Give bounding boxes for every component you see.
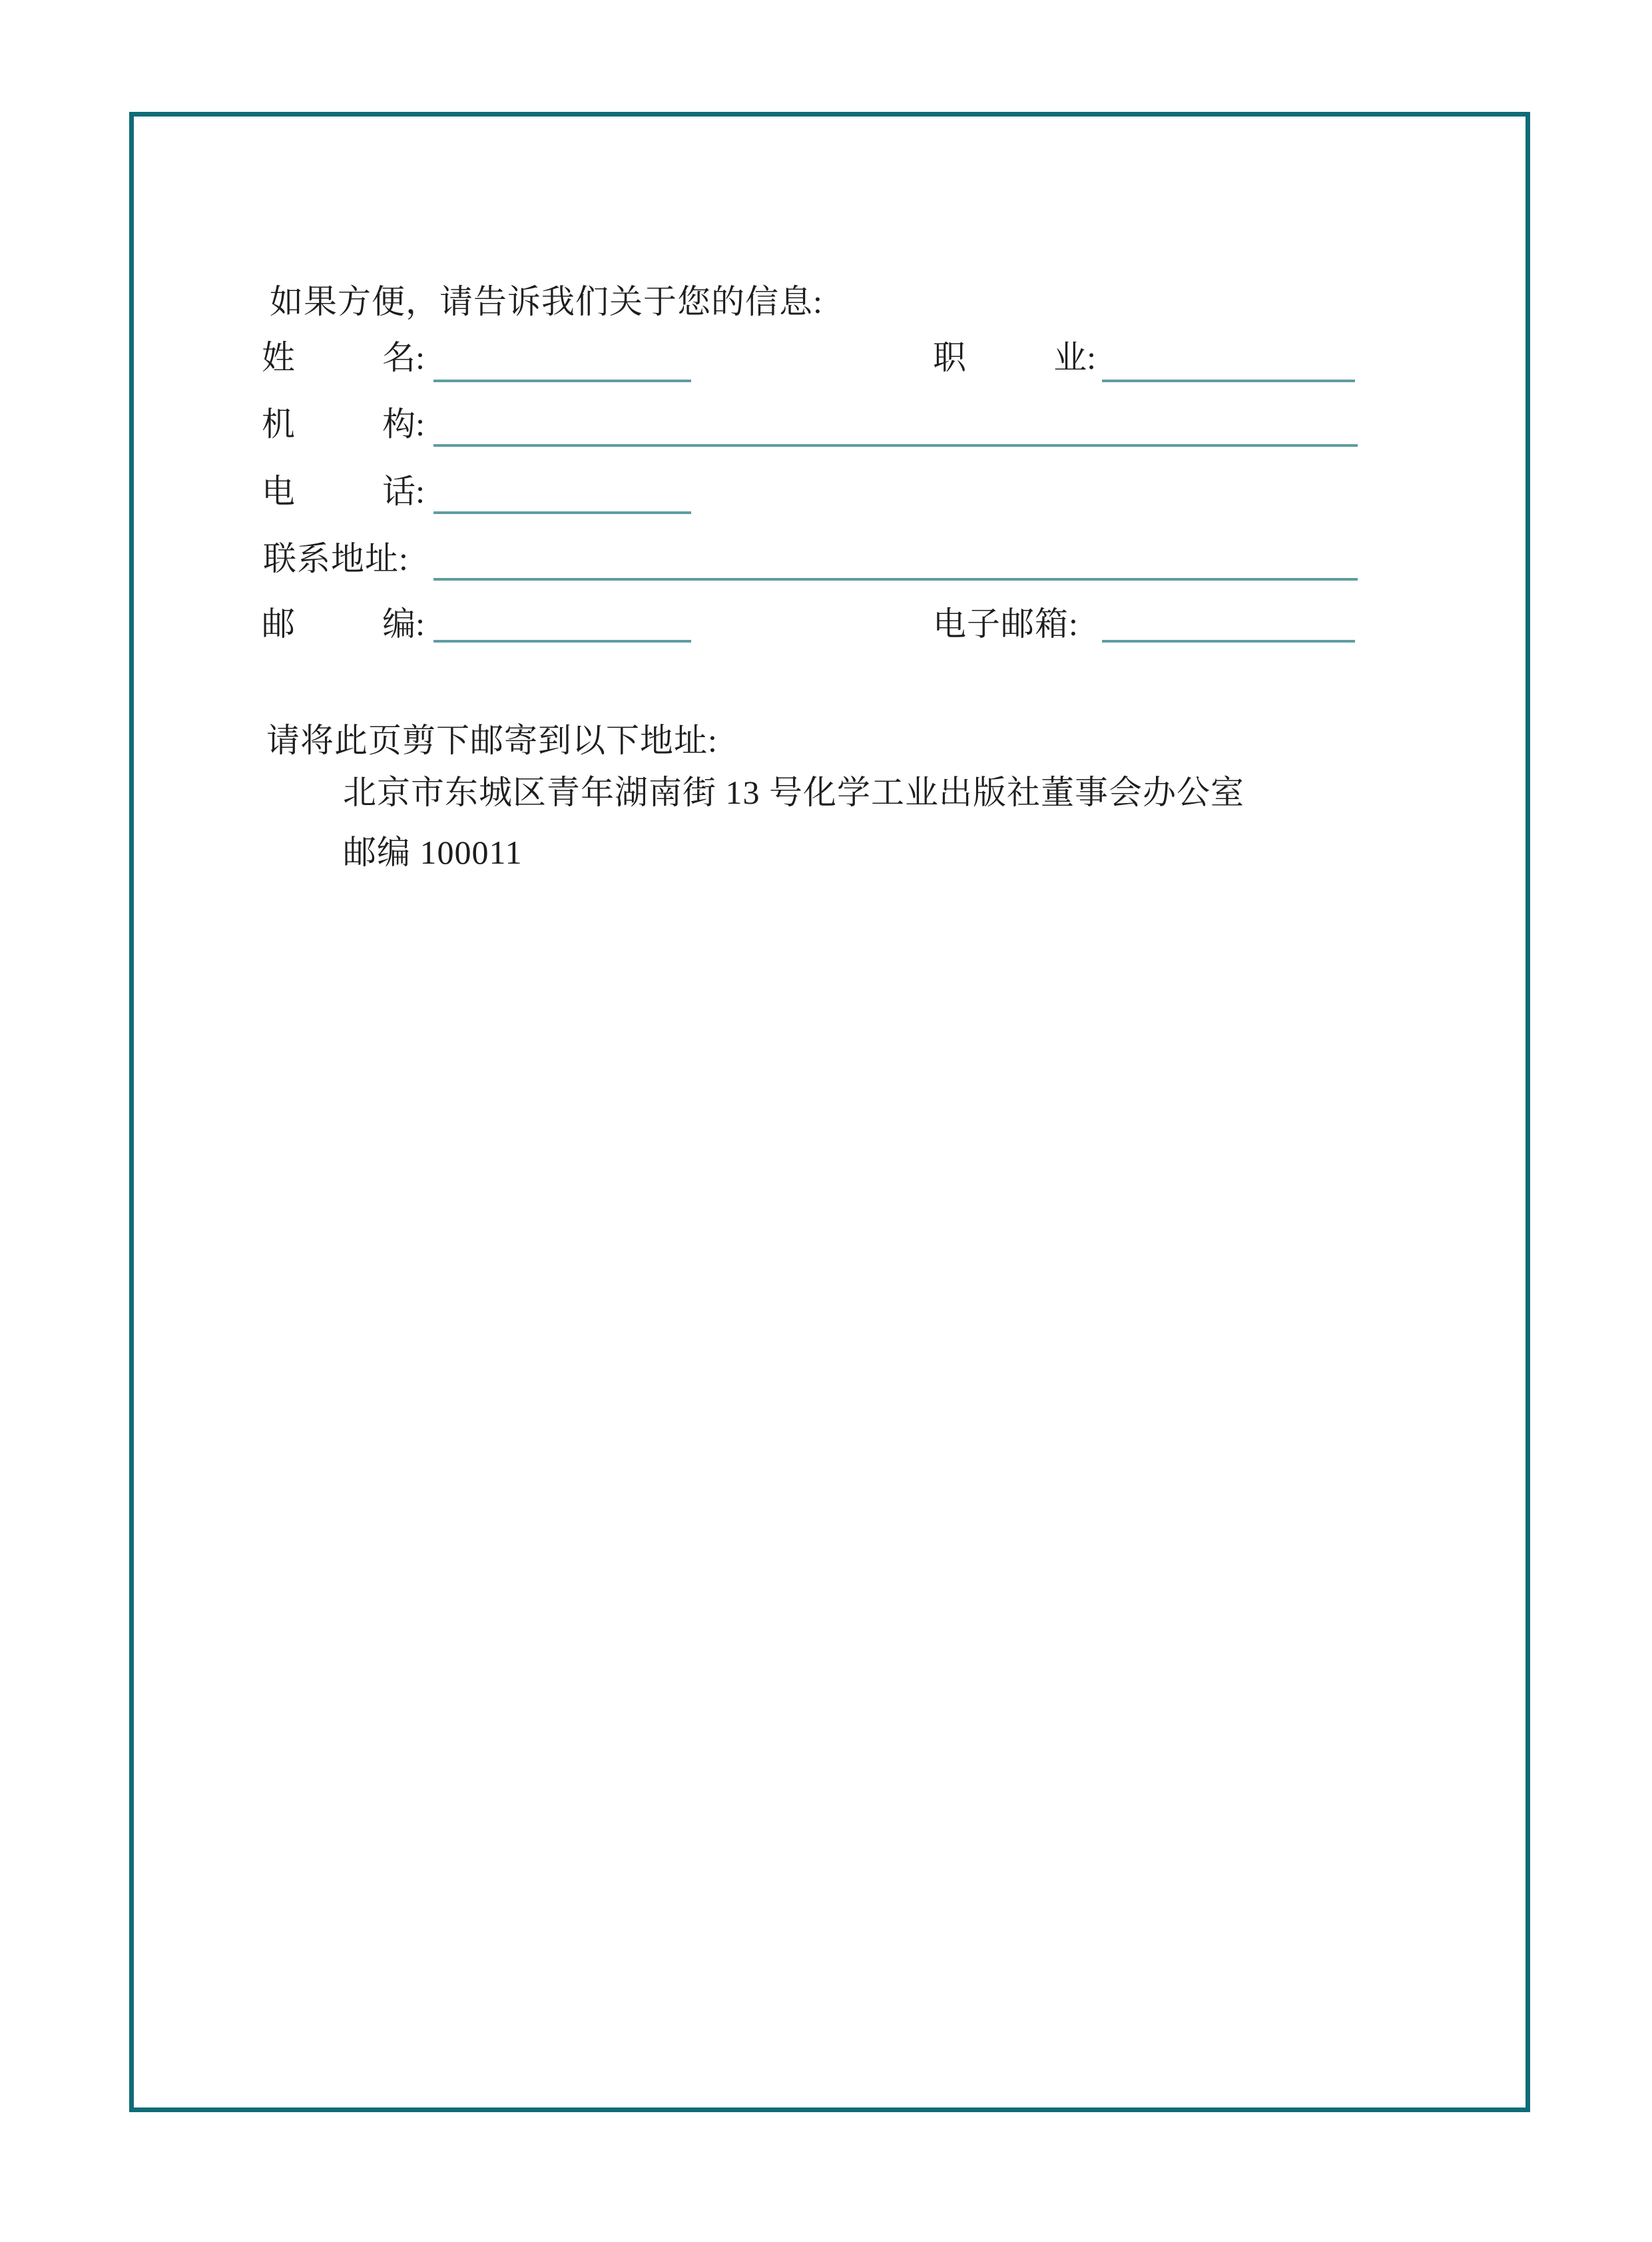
postcode-label-part2: 编: xyxy=(382,605,425,643)
mailing-address-line: 北京市东城区青年湖南街 13 号化学工业出版社董事会办公室 xyxy=(343,774,1244,811)
address-label: 联系地址: xyxy=(263,540,409,577)
email-input-line[interactable] xyxy=(1102,640,1355,643)
mailing-postcode-line: 邮编 100011 xyxy=(343,834,523,871)
phone-label-part2: 话: xyxy=(382,473,425,510)
occupation-label-part1: 职 xyxy=(933,339,966,376)
occupation-label-part2: 业: xyxy=(1053,339,1096,376)
occupation-input-line[interactable] xyxy=(1102,380,1355,382)
organization-label-part2: 构: xyxy=(382,406,425,443)
occupation-label xyxy=(933,340,1096,376)
postcode-label xyxy=(262,606,425,643)
name-label xyxy=(262,340,425,376)
email-label: 电子邮箱: xyxy=(933,605,1079,643)
organization-label xyxy=(262,406,425,443)
name-label-part1: 姓 xyxy=(262,339,295,376)
form-intro: 如果方便，请告诉我们关于您的信息: xyxy=(270,283,823,320)
phone-label xyxy=(262,473,425,510)
name-input-line[interactable] xyxy=(433,380,691,382)
mailing-instruction: 请将此页剪下邮寄到以下地址: xyxy=(266,722,718,759)
phone-label-part1: 电 xyxy=(262,473,295,510)
address-input-line[interactable] xyxy=(433,578,1358,581)
name-label-part2: 名: xyxy=(382,339,425,376)
organization-label-part1: 机 xyxy=(262,406,295,443)
postcode-input-line[interactable] xyxy=(433,640,691,643)
organization-input-line[interactable] xyxy=(433,444,1358,447)
phone-input-line[interactable] xyxy=(433,511,691,514)
postcode-label-part1: 邮 xyxy=(262,605,295,643)
